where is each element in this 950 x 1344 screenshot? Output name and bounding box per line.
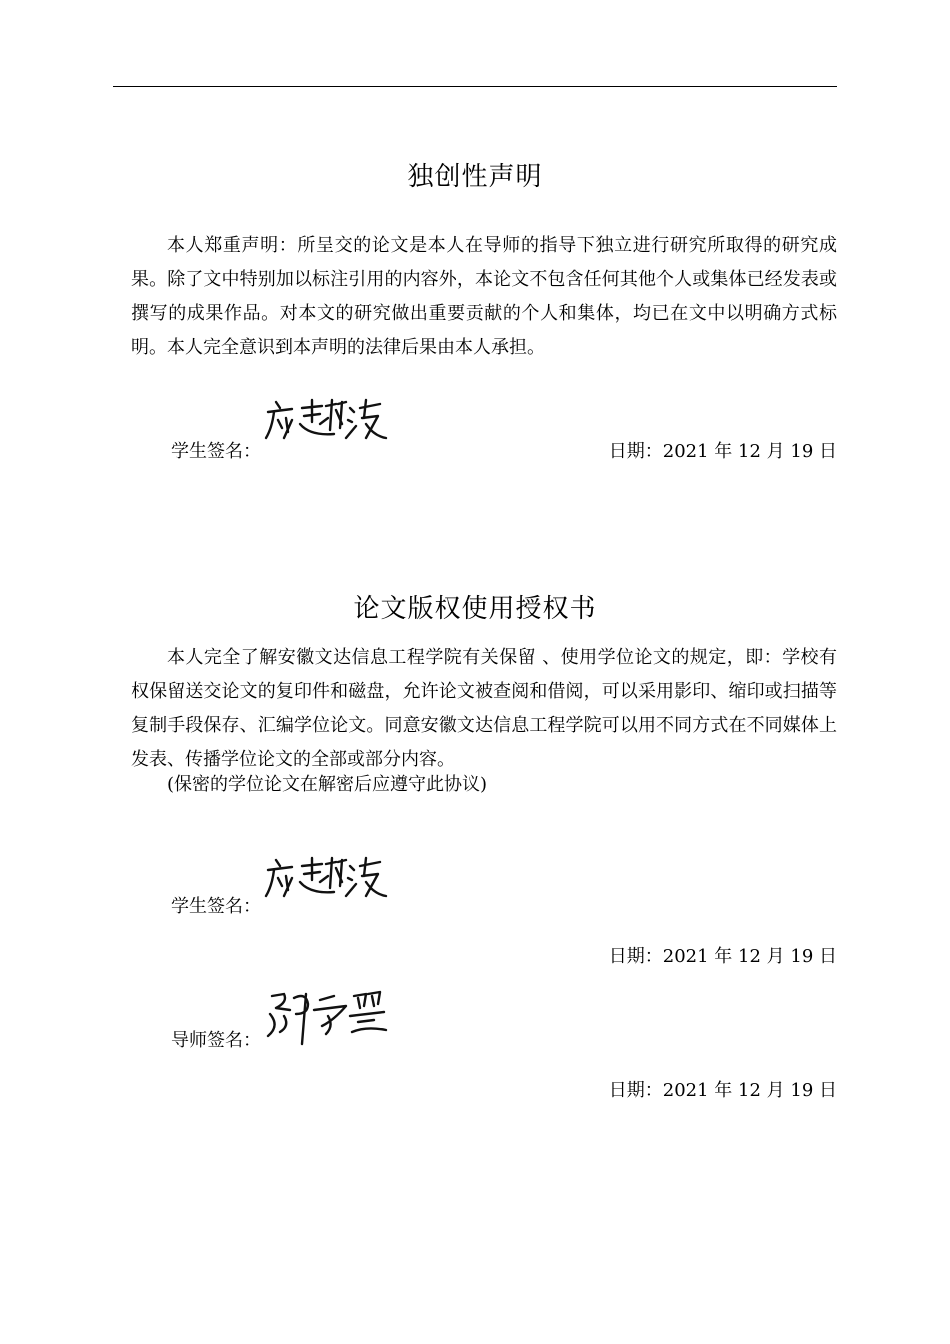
advisor-signature	[262, 986, 392, 1048]
header-rule	[113, 86, 837, 87]
student-sign-label-2: 学生签名：	[171, 896, 261, 917]
declaration-title: 独创性声明	[407, 162, 543, 192]
declaration-body: 本人郑重声明：所呈交的论文是本人在导师的指导下独立进行研究所取得的研究成果。除了文中特别加以标注引用的内容外，本论文不包含任何其他个人或集体已经发表或撰写的成果作品。对本文的研究做出重要贡献的个人和集体，均已在文中以明确方式标明。本人完全意识到本声明的法律后果由本人承担。	[131, 235, 837, 358]
authorization-title: 论文版权使用授权书	[353, 594, 597, 624]
declaration-date: 日期：2021 年 12 月 19 日	[608, 441, 837, 462]
student-date: 日期：2021 年 12 月 19 日	[608, 946, 837, 967]
advisor-sign-label: 导师签名：	[171, 1030, 261, 1051]
confidentiality-note: (保密的学位论文在解密后应遵守此协议)	[167, 774, 488, 795]
student-sign-label: 学生签名：	[171, 441, 261, 462]
student-signature	[262, 394, 392, 446]
advisor-date: 日期：2021 年 12 月 19 日	[608, 1080, 837, 1101]
student-signature-2	[262, 852, 392, 904]
authorization-body: 本人完全了解安徽文达信息工程学院有关保留 、使用学位论文的规定，即：学校有权保留送交论文的复印件和磁盘，允许论文被查阅和借阅，可以采用影印、缩印或扫描等复制手段保存、汇编学位论文。同意安徽文达信息工程学院可以用不同方式在不同媒体上发表、传播学位论文的全部或部分内容。	[131, 647, 837, 770]
